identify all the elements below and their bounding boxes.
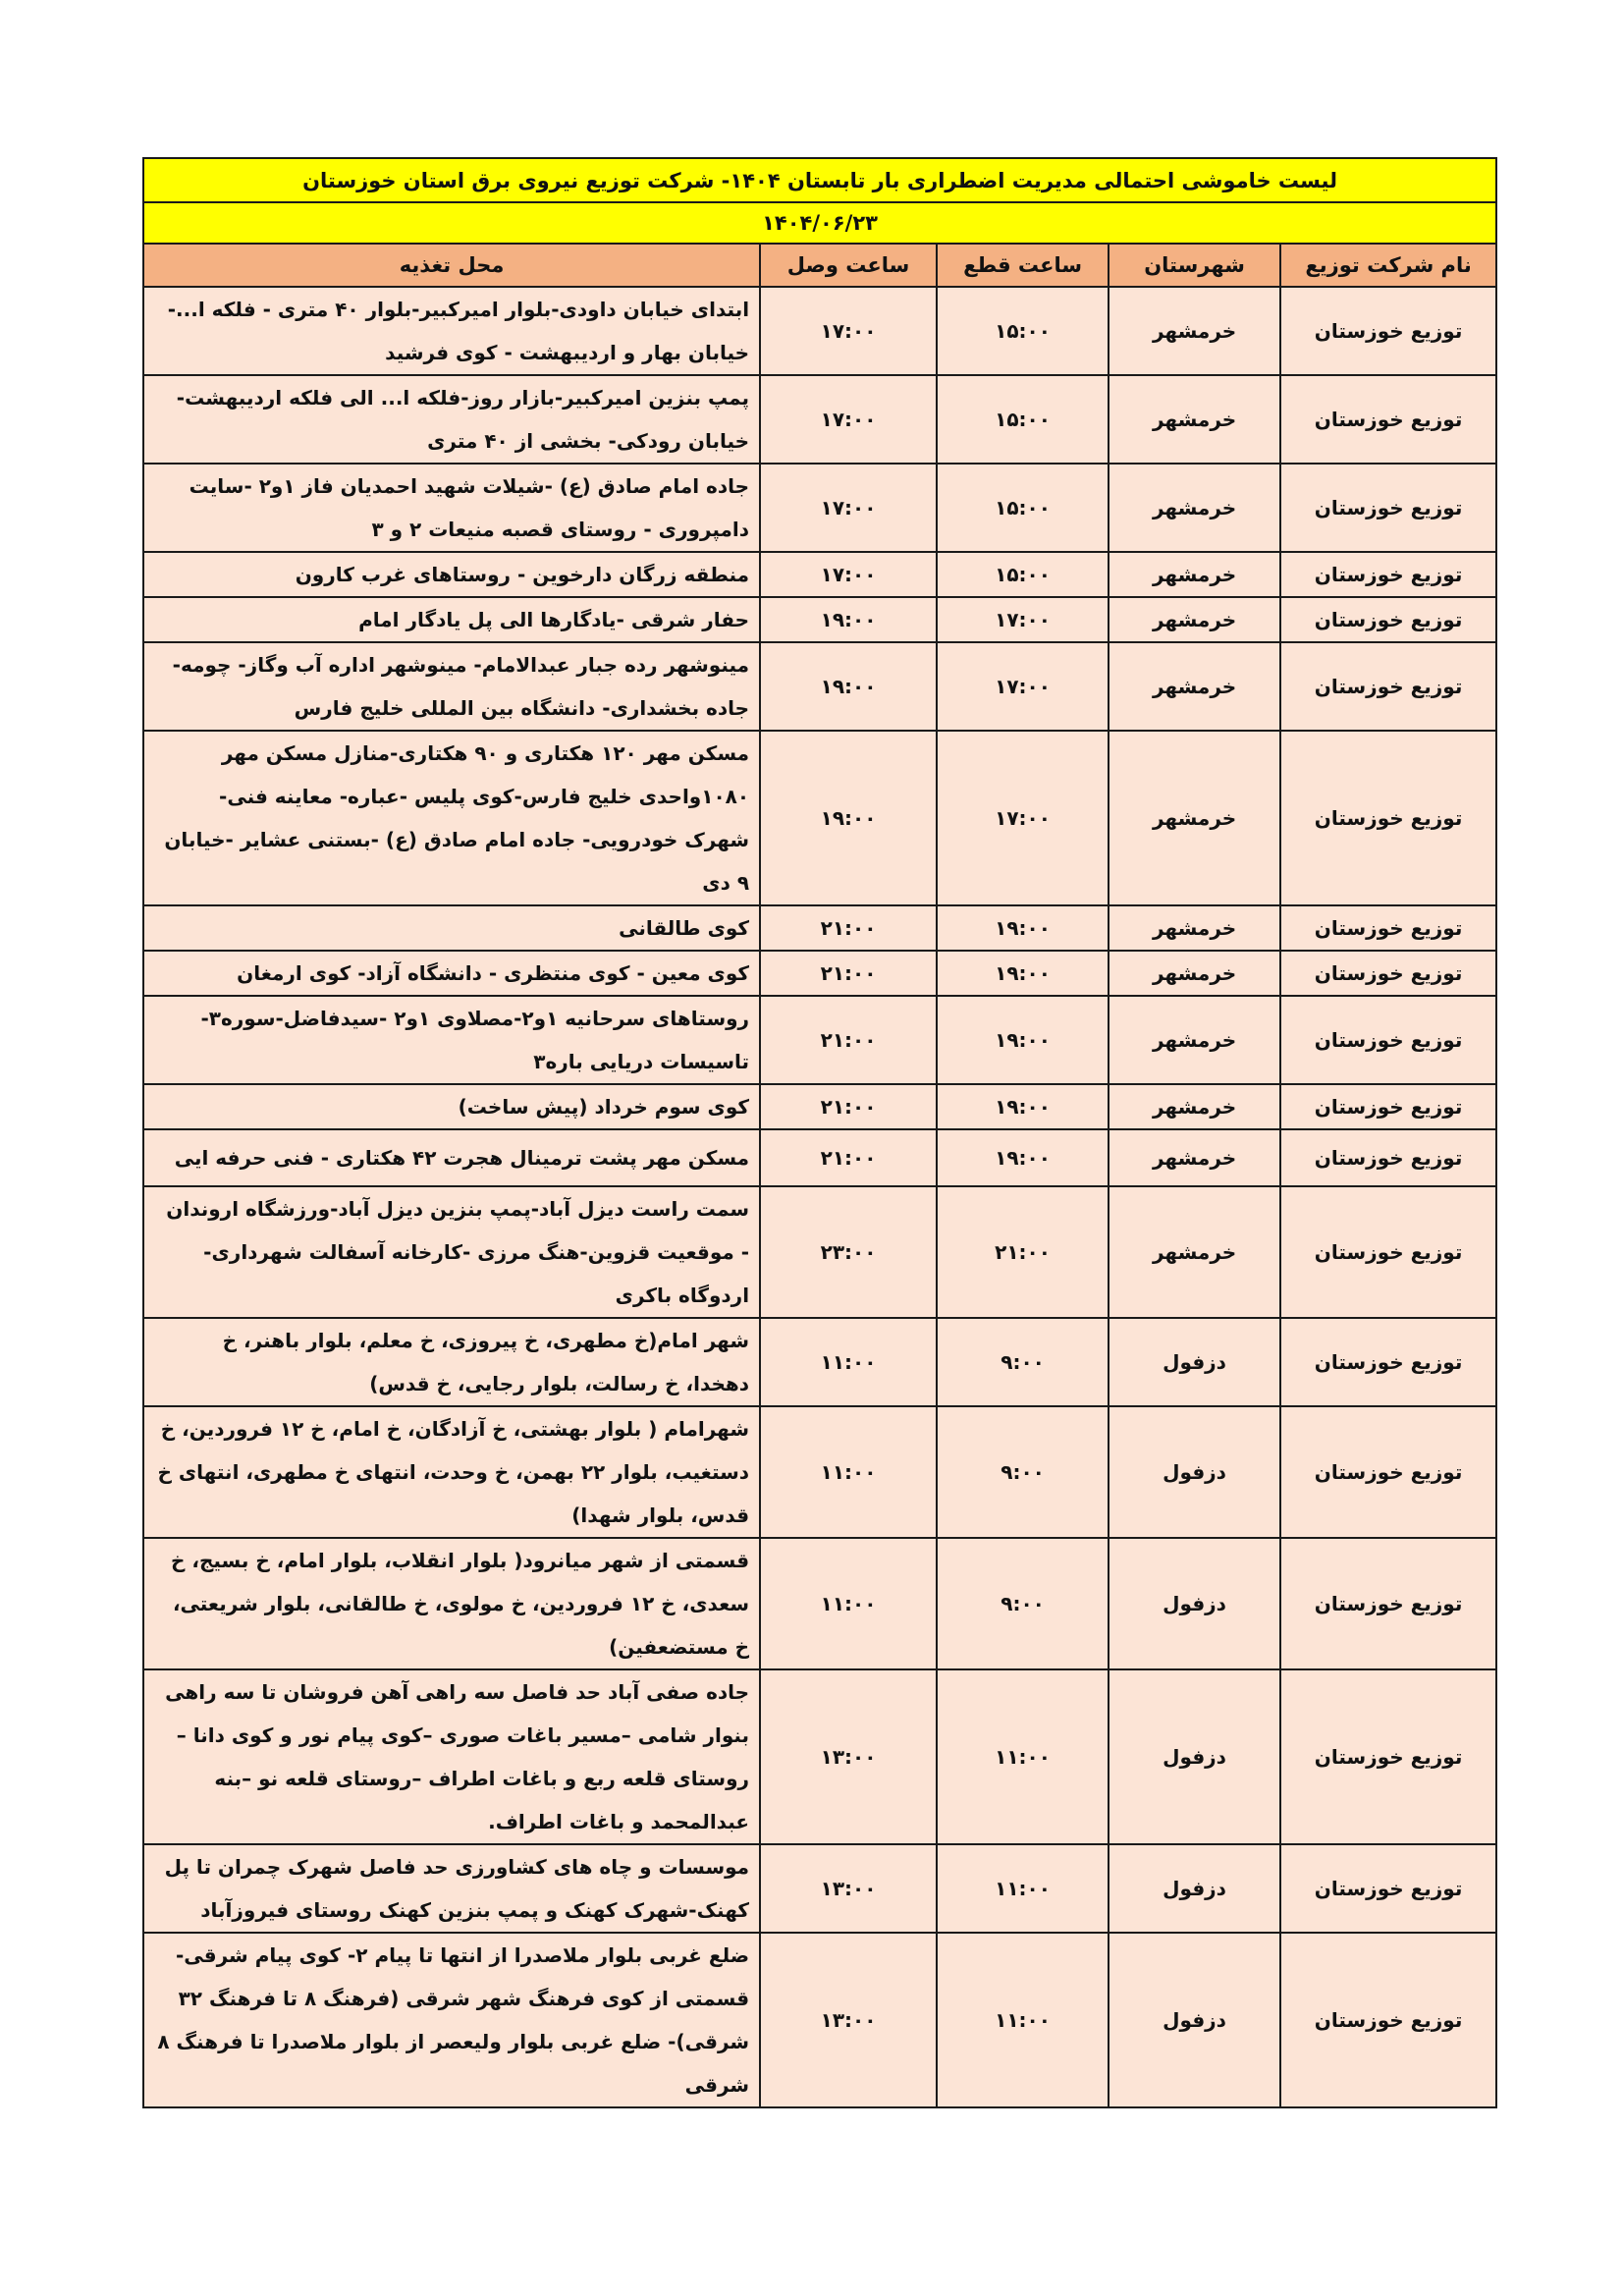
table-row [143, 375, 1496, 464]
cell-area: کوی معین - کوی منتظری - دانشگاه آزاد- کوی ارمغان [143, 951, 760, 996]
cell-cut-time: ۱۵:۰۰ [937, 375, 1109, 464]
cell-restore-time: ۱۹:۰۰ [760, 731, 937, 905]
cell-area: کوی سوم خرداد (پیش ساخت) [143, 1084, 760, 1129]
outage-schedule-sheet [142, 157, 1495, 2108]
cell-restore-time: ۲۱:۰۰ [760, 1084, 937, 1129]
cell-company: توزیع خوزستان [1280, 996, 1496, 1084]
cell-city: دزفول [1109, 1933, 1280, 2107]
cell-city: خرمشهر [1109, 375, 1280, 464]
cell-company: توزیع خوزستان [1280, 731, 1496, 905]
cell-restore-time: ۱۳:۰۰ [760, 1844, 937, 1933]
table-row [143, 905, 1496, 951]
cell-cut-time: ۱۹:۰۰ [937, 951, 1109, 996]
cell-company: توزیع خوزستان [1280, 905, 1496, 951]
cell-cut-time: ۱۷:۰۰ [937, 642, 1109, 731]
cell-cut-time: ۱۱:۰۰ [937, 1933, 1109, 2107]
cell-city: دزفول [1109, 1538, 1280, 1669]
cell-company: توزیع خوزستان [1280, 1538, 1496, 1669]
document-title: لیست خاموشی احتمالی مدیریت اضطراری بار تابستان ۱۴۰۴- شرکت توزیع نیروی برق استان خوزستان [143, 158, 1496, 202]
cell-company: توزیع خوزستان [1280, 1669, 1496, 1844]
cell-restore-time: ۱۷:۰۰ [760, 552, 937, 597]
cell-area: کوی طالقانی [143, 905, 760, 951]
cell-cut-time: ۱۷:۰۰ [937, 731, 1109, 905]
cell-cut-time: ۱۷:۰۰ [937, 597, 1109, 642]
date-row [143, 202, 1496, 244]
cell-area: قسمتی از شهر میانرود( بلوار انقلاب، بلوار امام، خ بسیج، خ سعدی، خ ۱۲ فروردین، خ مولوی، خ طالقانی، بلوار شریعتی، خ مستضعفین) [143, 1538, 760, 1669]
cell-company: توزیع خوزستان [1280, 1318, 1496, 1406]
cell-cut-time: ۹:۰۰ [937, 1538, 1109, 1669]
cell-area: مسکن مهر ۱۲۰ هکتاری و ۹۰ هکتاری-منازل مسکن مهر ۱۰۸۰واحدی خلیج فارس-کوی پلیس -عباره- معاینه فنی- شهرک خودرویی- جاده امام صادق (ع) -بستنی عشایر -خیابان ۹ دی [143, 731, 760, 905]
table-row [143, 1844, 1496, 1933]
cell-area: حفار شرقی -یادگارها الی پل یادگار امام [143, 597, 760, 642]
cell-city: خرمشهر [1109, 1186, 1280, 1318]
cell-company: توزیع خوزستان [1280, 1844, 1496, 1933]
cell-area: روستاهای سرحانیه ۱و۲-مصلاوی ۱و۲ -سیدفاضل-سوره۳- تاسیسات دریایی باره۳ [143, 996, 760, 1084]
cell-restore-time: ۱۳:۰۰ [760, 1933, 937, 2107]
cell-city: دزفول [1109, 1406, 1280, 1538]
cell-city: خرمشهر [1109, 552, 1280, 597]
table-row [143, 996, 1496, 1084]
table-row [143, 1669, 1496, 1844]
table-row [143, 1538, 1496, 1669]
outage-table [142, 157, 1497, 2108]
table-row [143, 951, 1496, 996]
cell-area: جاده صفی آباد حد فاصل سه راهی آهن فروشان تا سه راهی بنوار شامی –مسیر باغات صوری –کوی پیام نور و کوی دانا – روستای قلعه ربع و باغات اطراف –روستای قلعه نو –بنه عبدالمحمد و باغات اطراف. [143, 1669, 760, 1844]
cell-company: توزیع خوزستان [1280, 951, 1496, 996]
cell-area: موسسات و چاه های کشاورزی حد فاصل شهرک چمران تا پل کهنک-شهرک کهنک و پمپ بنزین کهنک روستای فیروزآباد [143, 1844, 760, 1933]
header-cut-time: ساعت قطع [937, 244, 1109, 287]
cell-city: خرمشهر [1109, 287, 1280, 375]
cell-restore-time: ۲۱:۰۰ [760, 1129, 937, 1186]
header-company: نام شرکت توزیع [1280, 244, 1496, 287]
table-row [143, 597, 1496, 642]
cell-company: توزیع خوزستان [1280, 642, 1496, 731]
cell-restore-time: ۱۷:۰۰ [760, 375, 937, 464]
cell-restore-time: ۱۱:۰۰ [760, 1538, 937, 1669]
cell-cut-time: ۱۹:۰۰ [937, 1084, 1109, 1129]
table-row [143, 1084, 1496, 1129]
cell-company: توزیع خوزستان [1280, 1186, 1496, 1318]
cell-area: مینوشهر رده جبار عبدالامام- مینوشهر اداره آب وگاز- چومه- جاده بخشداری- دانشگاه بین المللی خلیج فارس [143, 642, 760, 731]
cell-area: پمپ بنزین امیرکبیر-بازار روز-فلکه ا... الی فلکه اردیبهشت- خیابان رودکی- بخشی از ۴۰ متری [143, 375, 760, 464]
cell-cut-time: ۱۱:۰۰ [937, 1669, 1109, 1844]
cell-area: ضلع غربی بلوار ملاصدرا از انتها تا پیام ۲- کوی پیام شرقی- قسمتی از کوی فرهنگ شهر شرقی (فرهنگ ۸ تا فرهنگ ۳۲ شرقی)- ضلع غربی بلوار ولیعصر از بلوار ملاصدرا تا فرهنگ ۸ شرقی [143, 1933, 760, 2107]
cell-company: توزیع خوزستان [1280, 1084, 1496, 1129]
table-row [143, 552, 1496, 597]
table-row [143, 464, 1496, 552]
cell-cut-time: ۱۵:۰۰ [937, 552, 1109, 597]
cell-city: خرمشهر [1109, 996, 1280, 1084]
table-row [143, 731, 1496, 905]
table-row [143, 1933, 1496, 2107]
header-area: محل تغذیه [143, 244, 760, 287]
cell-city: خرمشهر [1109, 642, 1280, 731]
cell-restore-time: ۱۳:۰۰ [760, 1669, 937, 1844]
cell-restore-time: ۱۹:۰۰ [760, 642, 937, 731]
cell-company: توزیع خوزستان [1280, 375, 1496, 464]
cell-area: شهرامام ( بلوار بهشتی، خ آزادگان، خ امام، خ ۱۲ فروردین، خ دستغیب، بلوار ۲۲ بهمن، خ وحدت، انتهای خ مطهری، انتهای خ قدس، بلوار شهدا) [143, 1406, 760, 1538]
cell-company: توزیع خوزستان [1280, 1129, 1496, 1186]
cell-city: خرمشهر [1109, 597, 1280, 642]
cell-city: دزفول [1109, 1318, 1280, 1406]
cell-restore-time: ۱۱:۰۰ [760, 1406, 937, 1538]
cell-restore-time: ۲۳:۰۰ [760, 1186, 937, 1318]
cell-cut-time: ۱۹:۰۰ [937, 996, 1109, 1084]
table-body [143, 287, 1496, 2107]
title-row [143, 158, 1496, 202]
cell-restore-time: ۱۷:۰۰ [760, 464, 937, 552]
cell-city: خرمشهر [1109, 731, 1280, 905]
table-row [143, 1406, 1496, 1538]
cell-city: خرمشهر [1109, 905, 1280, 951]
cell-cut-time: ۹:۰۰ [937, 1406, 1109, 1538]
table-row [143, 287, 1496, 375]
cell-city: خرمشهر [1109, 464, 1280, 552]
cell-city: خرمشهر [1109, 1084, 1280, 1129]
cell-company: توزیع خوزستان [1280, 552, 1496, 597]
cell-cut-time: ۱۹:۰۰ [937, 1129, 1109, 1186]
cell-restore-time: ۱۷:۰۰ [760, 287, 937, 375]
table-row [143, 1129, 1496, 1186]
table-row [143, 642, 1496, 731]
cell-area: مسکن مهر پشت ترمینال هجرت ۴۲ هکتاری - فنی حرفه ایی [143, 1129, 760, 1186]
cell-city: دزفول [1109, 1844, 1280, 1933]
cell-cut-time: ۱۱:۰۰ [937, 1844, 1109, 1933]
cell-restore-time: ۲۱:۰۰ [760, 996, 937, 1084]
cell-area: شهر امام(خ مطهری، خ پیروزی، خ معلم، بلوار باهنر، خ دهخدا، خ رسالت، بلوار رجایی، خ قدس) [143, 1318, 760, 1406]
cell-area: منطقه زرگان دارخوین - روستاهای غرب کارون [143, 552, 760, 597]
cell-area: جاده امام صادق (ع) -شیلات شهید احمدیان فاز ۱و۲ -سایت دامپروری - روستای قصبه منیعات ۲ و ۳ [143, 464, 760, 552]
cell-cut-time: ۱۹:۰۰ [937, 905, 1109, 951]
cell-area: سمت راست دیزل آباد-پمپ بنزین دیزل آباد-ورزشگاه اروندان - موقعیت قزوین-هنگ مرزی -کارخانه آسفالت شهرداری- اردوگاه باکری [143, 1186, 760, 1318]
cell-city: دزفول [1109, 1669, 1280, 1844]
cell-restore-time: ۱۹:۰۰ [760, 597, 937, 642]
cell-cut-time: ۹:۰۰ [937, 1318, 1109, 1406]
cell-company: توزیع خوزستان [1280, 1406, 1496, 1538]
cell-company: توزیع خوزستان [1280, 287, 1496, 375]
cell-company: توزیع خوزستان [1280, 597, 1496, 642]
cell-area: ابتدای خیابان داودی-بلوار امیرکبیر-بلوار ۴۰ متری - فلکه ا...- خیابان بهار و اردیبهشت - کوی فرشید [143, 287, 760, 375]
cell-city: خرمشهر [1109, 951, 1280, 996]
cell-restore-time: ۱۱:۰۰ [760, 1318, 937, 1406]
header-row [143, 244, 1496, 287]
cell-city: خرمشهر [1109, 1129, 1280, 1186]
document-date: ۱۴۰۴/۰۶/۲۳ [143, 202, 1496, 244]
cell-company: توزیع خوزستان [1280, 1933, 1496, 2107]
cell-restore-time: ۲۱:۰۰ [760, 951, 937, 996]
cell-cut-time: ۱۵:۰۰ [937, 464, 1109, 552]
cell-cut-time: ۱۵:۰۰ [937, 287, 1109, 375]
table-row [143, 1318, 1496, 1406]
cell-company: توزیع خوزستان [1280, 464, 1496, 552]
cell-cut-time: ۲۱:۰۰ [937, 1186, 1109, 1318]
cell-restore-time: ۲۱:۰۰ [760, 905, 937, 951]
header-restore-time: ساعت وصل [760, 244, 937, 287]
header-city: شهرستان [1109, 244, 1280, 287]
table-row [143, 1186, 1496, 1318]
